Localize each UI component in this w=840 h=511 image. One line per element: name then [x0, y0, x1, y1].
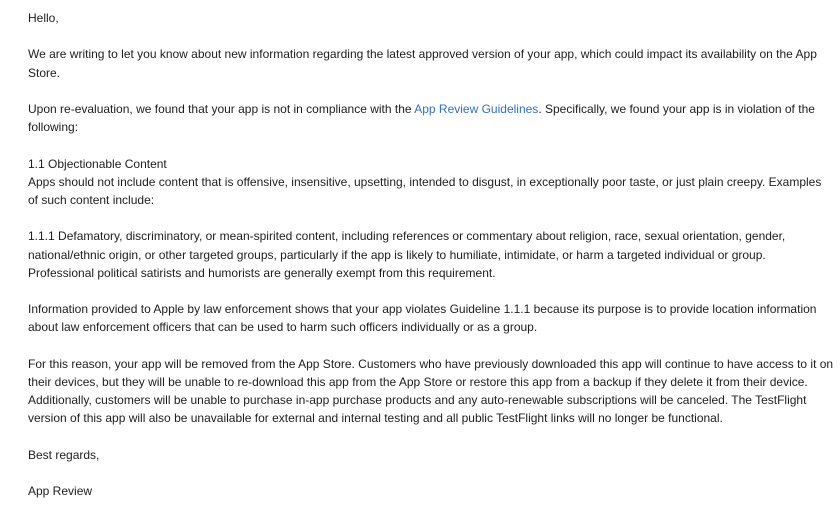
app-review-guidelines-link[interactable]: App Review Guidelines	[414, 101, 539, 116]
signature: App Review	[28, 484, 93, 499]
greeting: Hello,	[28, 11, 59, 25]
law-enforcement-paragraph: Information provided to Apple by law enforcement shows that your app violates Guideline 1.1.1 because its purpose is to provide location information about law enforcement officers that can be used to harm such officers individually or as a group.	[28, 302, 817, 335]
evaluation-text-before-link: Upon re-evaluation, we found that your app is not in compliance with the	[28, 101, 415, 116]
guideline-section	[28, 155, 834, 210]
guideline-heading: 1.1 Objectionable Content	[28, 156, 167, 171]
closing: Best regards,	[28, 447, 100, 462]
sub-guideline-paragraph: 1.1.1 Defamatory, discriminatory, or mean-spirited content, including references or commentary about religion, race, sexual orientation, gender, national/ethnic origin, or other targeted groups, particularly if the app is likely to humiliate, intimidate, or harm a targeted individual or group. Professional political satirists and humorists are generally exempt from this requirement.	[28, 229, 786, 280]
evaluation-paragraph	[28, 100, 834, 136]
intro-paragraph: We are writing to let you know about new information regarding the latest approved version of your app, which could impact its availability on the App Store.	[28, 47, 817, 80]
evaluation-text-after-link: . Specifically, we found your app is in violation of the following:	[28, 101, 815, 135]
guideline-body: Apps should not include content that is offensive, insensitive, upsetting, intended to disgust, in exceptionally poor taste, or just plain creepy. Examples of such content include:	[28, 174, 822, 207]
email-body	[28, 9, 834, 500]
removal-paragraph: For this reason, your app will be removed from the App Store. Customers who have previously downloaded this app will continue to have access to it on their devices, but they will be unable to re-download this app from the App Store or restore this app from a backup if they delete it from their device. Additionally, customers will be unable to purchase in-app purchase products and any auto-renewable subscriptions will be canceled. The TestFlight version of this app will also be unavailable for external and internal testing and all public TestFlight links will no longer be functional.	[28, 356, 834, 426]
